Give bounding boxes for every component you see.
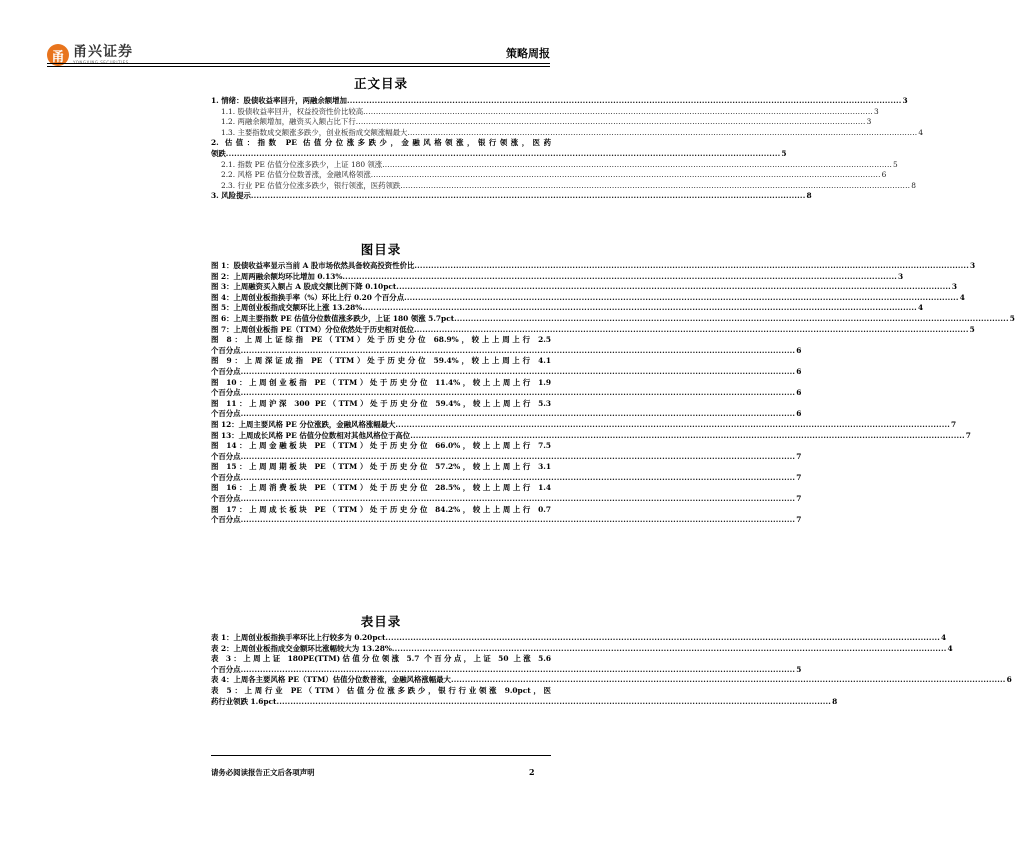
table-entry[interactable]: 表 5：上周行业 PE（TTM）估值分位涨多跌少，银行行业领涨 9.0pct，医 药行业领跌 1.6pct ..... 8 (211, 686, 551, 707)
figure-entry[interactable]: 图 15：上周周期板块 PE（TTM）处于历史分位 57.2%，较上上周上行 3.1 个百分点 ..... 7 (211, 462, 551, 483)
figure-toc-title: 图目录 (360, 242, 402, 257)
figure-entry[interactable]: 图 10：上周创业板指 PE（TTM）处于历史分位 11.4%，较上上周上行 1.9 个百分点 ..... 6 (211, 378, 551, 399)
figure-entry[interactable]: 图 3：上周融资买入额占 A 股成交额比例下降 0.10pct ..... 3 (211, 282, 551, 293)
logo-mark-icon: 甬 (47, 44, 69, 66)
figure-entry[interactable]: 图 2：上周两融余额均环比增加 0.13% ..... 3 (211, 272, 551, 283)
toc-entry[interactable]: 1.3. 主要指数成交额涨多跌少，创业板指成交额涨幅最大 ..... 4 (211, 128, 551, 139)
footer-divider (211, 755, 551, 756)
table-entry[interactable]: 表 2：上周创业板指成交金额环比涨幅较大为 13.28% ..... 4 (211, 644, 551, 655)
figure-entry[interactable]: 图 6：上周主要指数 PE 估值分位数值涨多跌少，上证 180 领涨 5.7pct ..... 5 (211, 314, 551, 325)
page-number: 2 (529, 767, 535, 777)
toc-entry[interactable]: 2.1. 指数 PE 估值分位涨多跌少，上证 180 领涨 ..... 5 (211, 160, 551, 171)
toc-entry[interactable]: 1. 情绪：股债收益率回升，两融余额增加 ..... 3 (211, 96, 551, 107)
table-toc (211, 612, 1012, 707)
header-divider-thin (47, 66, 550, 67)
toc-entry[interactable]: 1.2. 两融余额增加，融资买入额占比下行 ..... 3 (211, 117, 551, 128)
logo-en-text: YONGXING SECURITIES (73, 60, 129, 65)
main-toc-title: 正文目录 (353, 76, 408, 91)
figure-entry[interactable]: 图 11：上周沪深 300 PE（TTM）处于历史分位 59.4%，较上上周上行 5.3 个百分点 ..... 6 (211, 399, 551, 420)
figure-toc (211, 240, 1015, 526)
figure-entry[interactable]: 图 4：上周创业板指换手率（%）环比上行 0.20 个百分点 ..... 4 (211, 293, 551, 304)
figure-entry[interactable]: 图 17：上周成长板块 PE（TTM）处于历史分位 84.2%，较上上周上行 0.7 个百分点 ..... 7 (211, 505, 551, 526)
figure-entry[interactable]: 图 1：股债收益率显示当前 A 股市场依然具备较高投资性价比 ..... 3 (211, 261, 551, 272)
footer-disclaimer: 请务必阅读报告正文后各项声明 (211, 768, 315, 777)
toc-entry[interactable]: 1.1. 股债收益率回升，权益投资性价比较高 ..... 3 (211, 107, 551, 118)
page-header (0, 0, 595, 66)
table-toc-title: 表目录 (360, 614, 402, 629)
logo-cn-text: 甬兴证券 (73, 44, 133, 60)
toc-entry[interactable]: 2.2. 风格 PE 估值分位数普涨，金融风格领涨 ..... 6 (211, 170, 551, 181)
report-type: 策略周报 (506, 47, 550, 60)
figure-entry[interactable]: 图 12：上周主要风格 PE 分位涨跌，金融风格涨幅最大 ..... 7 (211, 420, 551, 431)
figure-entry[interactable]: 图 14：上周金融板块 PE（TTM）处于历史分位 66.0%，较上上周上行 7.5 个百分点 ..... 7 (211, 441, 551, 462)
figure-entry[interactable]: 图 9：上周深证成指 PE（TTM）处于历史分位 59.4%，较上上周上行 4.1 个百分点 ..... 6 (211, 356, 551, 377)
table-entry[interactable]: 表 4：上周各主要风格 PE（TTM）估值分位数普涨，金融风格涨幅最大 ..... 6 (211, 675, 551, 686)
figure-entry[interactable]: 图 16：上周消费板块 PE（TTM）处于历史分位 28.5%，较上上周上行 1.4 个百分点 ..... 7 (211, 483, 551, 504)
main-toc (211, 74, 924, 202)
figure-entry[interactable]: 图 5：上周创业板指成交额环比上涨 13.28% ..... 4 (211, 303, 551, 314)
figure-entry[interactable]: 图 8：上周上证综指 PE（TTM）处于历史分位 68.9%，较上上周上行 2.5 个百分点 ..... 6 (211, 335, 551, 356)
figure-entry[interactable]: 图 7：上周创业板指 PE（TTM）分位依然处于历史相对低位 ..... 5 (211, 325, 551, 336)
toc-entry[interactable]: 2.3. 行业 PE 估值分位涨多跌少，银行领涨，医药领跌 ..... 8 (211, 181, 551, 192)
figure-entry[interactable]: 图 13：上周成长风格 PE 估值分位数相对其他风格位于高位 ..... 7 (211, 431, 551, 442)
table-entry[interactable]: 表 3：上周上证 180PE(TTM)估值分位领涨 5.7 个百分点，上证 50 上涨 5.6 个百分点 ..... 5 (211, 654, 551, 675)
table-entry[interactable]: 表 1：上周创业板指换手率环比上行较多为 0.20pct ..... 4 (211, 633, 551, 644)
toc-entry[interactable]: 3. 风险提示 ..... 8 (211, 191, 551, 202)
toc-entry[interactable]: 2. 估值：指数 PE 估值分位涨多跌少，金融风格领涨，银行领涨，医药 领跌 ..... 5 (211, 138, 551, 159)
